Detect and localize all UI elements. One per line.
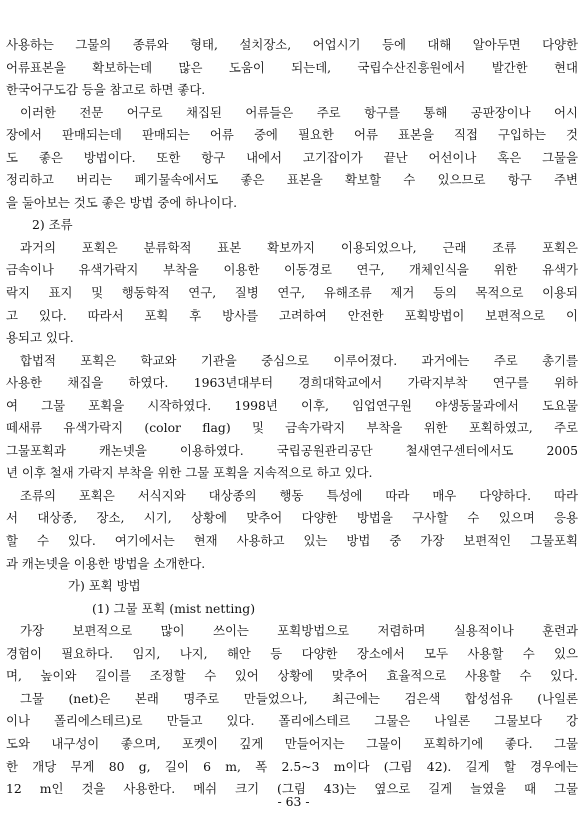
text-line: 고 있다. 따라서 포획 후 방사를 고려하여 안전한 포획방법이 보편적으로 이 [6, 307, 578, 323]
text-line: 사용한 채집을 하였다. 1963년대부터 경희대학교에서 가락지부착 연구를 위하 [6, 375, 578, 391]
text-line: 도 좋은 방법이다. 또한 항구 내에서 고기잡이가 끝난 어선이나 혹은 그물을 [6, 149, 578, 165]
text-line: 여 그물 포획을 시작하였다. 1998년 이후, 임업연구원 야생동물과에서 도요물 [6, 397, 578, 413]
text-line: 과 캐논넷을 이용한 방법을 소개한다. [6, 555, 206, 571]
text-line: 용되고 있다. [6, 330, 74, 346]
text-line: 정리하고 버리는 폐기물속에서도 좋은 표본을 확보할 수 있으므로 항구 주변 [6, 172, 578, 188]
text-line: 그물 (net)은 본래 명주로 만들었으나, 최근에는 검은색 합성섬유 (나일론 [20, 690, 578, 706]
text-line: 을 둘아보는 것도 좋은 방법 중에 하나이다. [6, 194, 238, 210]
page-number: - 63 - [277, 794, 310, 809]
text-line: 그물포획과 캐논넷을 이용하였다. 국립공원관리공단 철새연구센터에서도 2005 [6, 442, 578, 458]
text-line: 떼새류 유색가락지 (color flag) 및 금속가락지 부착을 위한 포획하였고, 주로 [6, 420, 578, 436]
text-line: 조류의 포획은 서식지와 대상종의 행동 특성에 따라 매우 다양하다. 따라 [20, 487, 578, 503]
text-line: 12 m인 것을 사용한다. 메쉬 크기 (그림 43)는 옆으로 길게 늘였을 때 그물 [6, 781, 578, 797]
text-line: 과거의 포획은 분류학적 표본 확보까지 이용되었으나, 근래 조류 포획은 [20, 239, 578, 255]
text-line: 이나 폴리에스테르)로 만들고 있다. 폴리에스테르 그물은 나일론 그물보다 강 [6, 713, 578, 729]
text-line: 장에서 판매되는데 판매되는 어류 중에 필요한 어류 표본을 직접 구입하는 것 [6, 127, 578, 143]
text-line: 서 대상종, 장소, 시기, 상황에 맞추어 다양한 방법을 구사할 수 있으며 응용 [6, 510, 578, 526]
text-line: 한 개당 무게 80 g, 길이 6 m, 폭 2.5~3 m이다 (그림 42). 길게 할 경우에는 [6, 758, 578, 774]
text-line: 금속이나 유색가락지 부착을 이용한 이동경로 연구, 개체인식을 위한 유색가 [6, 262, 578, 278]
text-line: 사용하는 그물의 종류와 형태, 설치장소, 어업시기 등에 대해 알아두면 다양한 [6, 37, 578, 52]
text-line: 합법적 포획은 학교와 기관을 중심으로 이루어졌다. 과거에는 주로 총기를 [20, 352, 578, 368]
text-line: 년 이후 철새 가락지 부착을 위한 그물 포획을 지속적으로 하고 있다. [6, 465, 373, 481]
text-line: 며, 높이와 길이를 조정할 수 있어 상황에 맞추어 효율적으로 사용할 수 있다. [6, 668, 578, 684]
text-line: 어류표본을 확보하는데 많은 도움이 되는데, 국립수산진흥원에서 발간한 현대 [6, 59, 578, 75]
body-text [6, 34, 578, 801]
text-line: 2) 조류 [32, 217, 73, 233]
text-line: (1) 그물 포획 (mist netting) [92, 600, 256, 616]
text-line: 이러한 전문 어구로 채집된 어류들은 주로 항구를 통해 공판장이나 어시 [20, 104, 578, 120]
text-line: 도와 내구성이 좋으며, 포켓이 깊게 만들어지는 그물이 포획하기에 좋다. 그물 [6, 735, 578, 751]
text-line: 가장 보편적으로 많이 쓰이는 포획방법으로 저렴하며 실용적이나 훈련과 [20, 623, 578, 639]
text-line: 락지 표지 및 행동학적 연구, 질병 연구, 유해조류 제거 등의 목적으로 이용되 [6, 285, 578, 301]
text-line: 경험이 필요하다. 임지, 나지, 해안 등 다양한 장소에서 모두 사용할 수 있으 [6, 645, 578, 661]
text-line: 할 수 있다. 여기에서는 현재 사용하고 있는 방법 중 가장 보편적인 그물포획 [6, 533, 578, 549]
text-line: 가) 포획 방법 [68, 578, 141, 594]
text-line: 한국어구도감 등을 참고로 하면 좋다. [6, 82, 206, 98]
